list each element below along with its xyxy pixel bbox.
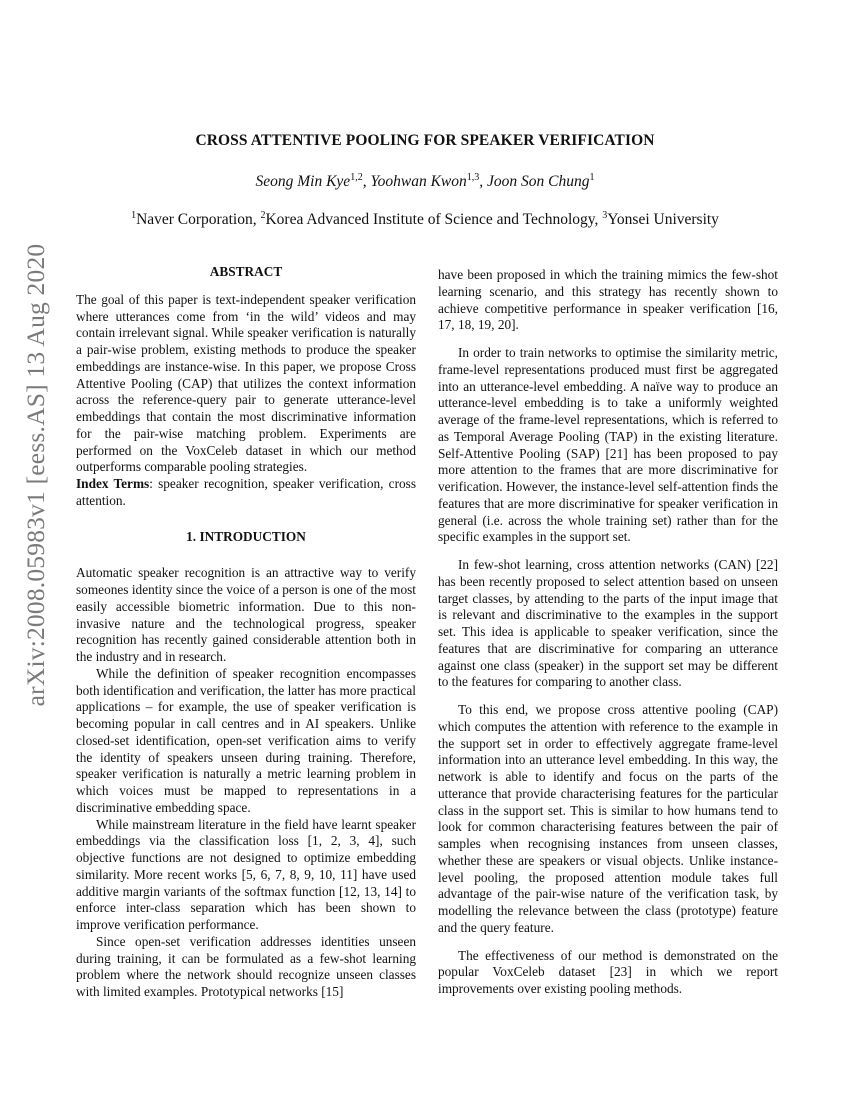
paragraph: The effectiveness of our method is demonstrated on the popular VoxCeleb dataset [23] in which we report improvements over existing pooling methods. — [438, 947, 778, 996]
abstract-text: The goal of this paper is text-independent speaker verification where utterances come from ‘in the wild’ videos and may contain irrelevant signal. While speaker verification is naturally a pair-wise problem, existing methods to produce the speaker embeddings are instance-wise. In this paper, we propose Cross Attentive Pooling (CAP) that utilizes the context information across the reference-query pair to generate utterance-level embeddings that contain the most discriminative information for the pair-wise matching problem. Experiments are performed on the VoxCeleb dataset in which our method outperforms comparable pooling strategies. — [76, 291, 416, 475]
paper-title: CROSS ATTENTIVE POOLING FOR SPEAKER VERIFICATION — [195, 132, 655, 149]
paragraph: Since open-set verification addresses identities unseen during training, it can be formulated as a few-shot learning problem where the network should recognize unseen classes with limited examples. Prototypical networks [15] — [76, 933, 416, 999]
author-list: Seong Min Kye$^{1,2}$, Yoohwan Kwon$^{1,3}$, Joon Son Chung$^1$ — [255, 172, 595, 190]
index-terms — [76, 476, 416, 510]
affil-marker: 1 — [131, 210, 137, 221]
paragraph: While mainstream literature in the field have learnt speaker embeddings via the classification loss [1, 2, 3, 4], such objective functions are not designed to optimize embedding similarity. More recent works [5, 6, 7, 8, 9, 10, 11] have used additive margin variants of the softmax function [12, 13, 14] to enforce inter-class separation which has been shown to improve verification performance. — [76, 816, 416, 932]
index-terms-label: Index Terms — [76, 476, 150, 491]
paragraph: In order to train networks to optimise the similarity metric, frame-level representations produced must first be aggregated into an utterance-level embedding. A naïve way to produce an utterance-level embedding is to take a uniformly weighted average of the frame-level representations, which is referred to as Temporal Average Pooling (TAP) in the existing literature. Self-Attentive Pooling (SAP) [21] has been proposed to pay more attention to the frames that are more discriminative for verification. However, the instance-level self-attention finds the features that are more discriminative for speaker verification in general (i.e. across the whole training set) rather than for the specific examples in the support set. — [438, 345, 778, 545]
abstract-heading: ABSTRACT — [209, 264, 283, 279]
author-name: Seong Min Kye — [255, 173, 351, 190]
author-name: Joon Son Chung — [487, 173, 590, 190]
introduction-heading: 1. INTRODUCTION — [186, 528, 306, 544]
paragraph: To this end, we propose cross attentive pooling (CAP) which computes the attention with reference to the example in the support set in order to effectively aggregate frame-level information into an utterance level embedding. In this way, the network is able to identify and focus on the parts of the utterance that provide characterising features for the particular class in the support set. This is similar to how humans tend to look for common characterising features between the pair of samples when recognising instances from unseen classes, whether these are speakers or visual objects. Unlike instance-level pooling, the proposed attention module takes full advantage of the pair-wise nature of the verification task, by modelling the relevance between the class (prototype) feature and the query feature. — [438, 702, 778, 935]
affil-marker: 3 — [602, 210, 608, 221]
paragraph: have been proposed in which the training mimics the few-shot learning scenario, and this strategy has recently shown to achieve competitive performance in speaker verification [16, 17, 18, 19, 20]. — [438, 267, 778, 333]
affiliation-list: $^1$Naver Corporation, $^2$Korea Advanced Institute of Science and Technology, $^3$Yonsei University — [131, 210, 719, 228]
right-column — [438, 267, 778, 998]
paragraph: While the definition of speaker recognition encompasses both identification and verification, the latter has more practical applications – for example, the use of speaker verification is becoming popular in call centres and in AI speakers. Unlike closed-set identification, open-set verification aims to verify the identity of speakers unseen during training. Therefore, speaker verification is naturally a metric learning problem in which voices must be mapped to representations in a discriminative embedding space. — [76, 665, 416, 815]
left-column — [76, 264, 416, 1001]
arxiv-sidebar — [0, 0, 58, 1100]
author-affil-marker: 1,3 — [466, 172, 480, 183]
arxiv-identifier: arXiv:2008.05983v1 [eess.AS] 13 Aug 2020 — [21, 243, 50, 707]
author-name: Yoohwan Kwon — [370, 173, 467, 190]
paragraph: In few-shot learning, cross attention networks (CAN) [22] has been recently proposed to select attention based on unseen target classes, by attending to the parts of the input image that is relevant and discriminative to the examples in the support set. This idea is applicable to speaker verification, since the features that are discriminative for comparing an utterance against one class (speaker) in the support set may be different to the features for comparing to another class. — [438, 557, 778, 690]
affiliation: Korea Advanced Institute of Science and Technology — [265, 211, 595, 228]
affiliation: Naver Corporation — [136, 211, 253, 228]
paragraph: Automatic speaker recognition is an attractive way to verify someones identity since the voice of a person is one of the most easily accessible biometric information. Due to this non-invasive nature and the technological progress, speaker recognition has recently gained considerable attention both in the industry and in research. — [76, 565, 416, 664]
author-affil-marker: 1 — [589, 172, 595, 183]
affiliation: Yonsei University — [607, 211, 719, 228]
author-affil-marker: 1,2 — [350, 172, 363, 183]
index-terms-text: : speaker recognition, speaker verification, cross attention. — [76, 476, 416, 508]
affil-marker: 2 — [260, 210, 266, 221]
